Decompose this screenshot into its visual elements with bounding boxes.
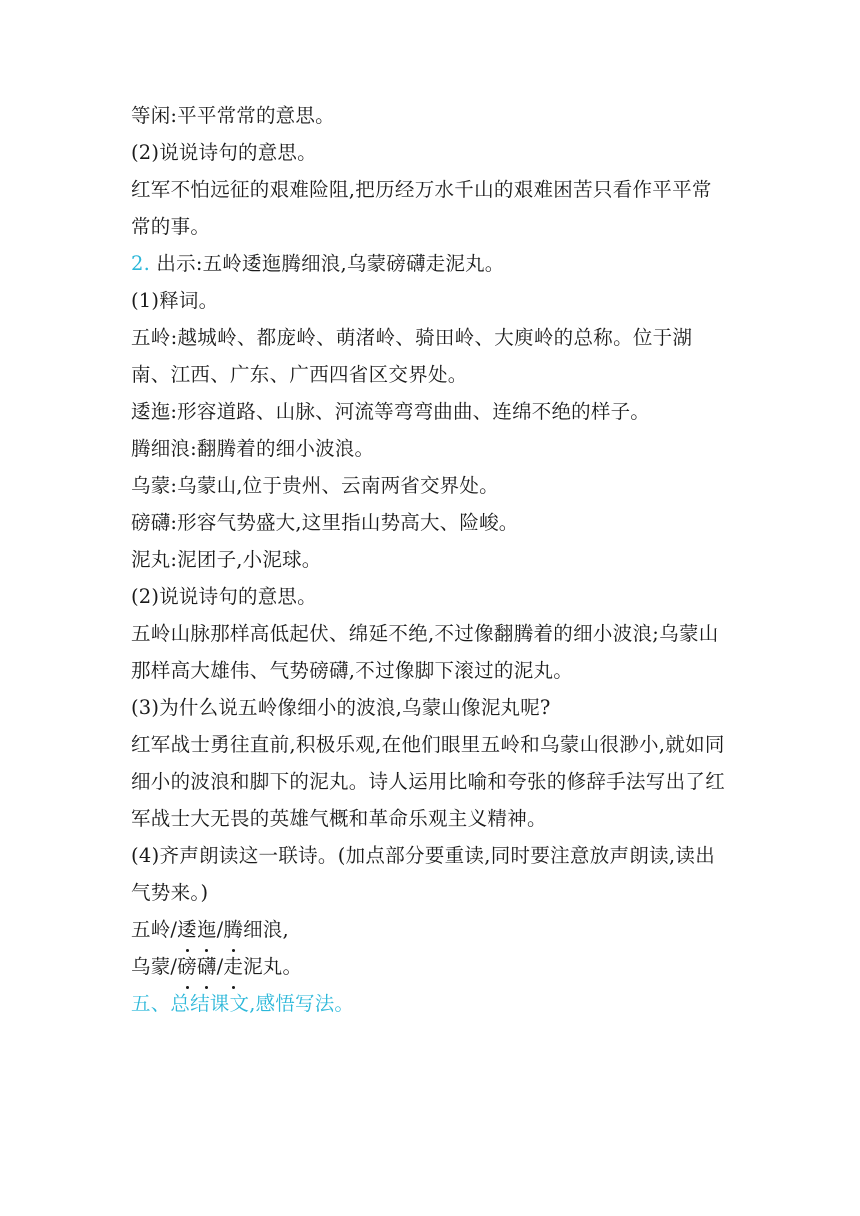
- answer-paragraph-2: 五岭山脉那样高低起伏、绵延不绝,不过像翻腾着的细小波浪;乌蒙山那样高大雄伟、气势磅礴,不过像脚下滚过的泥丸。: [131, 622, 719, 682]
- answer-paragraph-1: 红军不怕远征的艰难险阻,把历经万水千山的艰难困苦只看作平平常常的事。: [131, 178, 712, 238]
- question-2-meaning: (2)说说诗句的意思。: [131, 141, 317, 164]
- poem-1-emphasis-2: 迤: [197, 911, 217, 948]
- poem-2-emphasis-1: 磅: [177, 948, 197, 985]
- poem-1-part-a: 五岭/: [131, 918, 178, 941]
- poem-2-emphasis-2: 礴: [197, 948, 217, 985]
- item-2-heading: [131, 245, 741, 282]
- definition-wuling: 五岭:越城岭、都庞岭、萌渚岭、骑田岭、大庾岭的总称。位于湖南、江西、广东、广西四省区交界处。: [131, 326, 693, 386]
- definition-pangbo: 磅礴:形容气势盛大,这里指山势高大、险峻。: [131, 511, 519, 534]
- definition-dengxian: 等闲:平平常常的意思。: [131, 104, 335, 127]
- poem-1-emphasis-1: 逶: [177, 911, 197, 948]
- poem-line-1: [131, 911, 741, 948]
- poem-1-emphasis-3: 腾: [223, 911, 243, 948]
- definition-weiyi: 逶迤:形容道路、山脉、河流等弯弯曲曲、连绵不绝的样子。: [131, 400, 650, 423]
- item-number: 2.: [131, 252, 151, 275]
- poem-1-part-d: /: [216, 918, 224, 941]
- definition-wumeng: 乌蒙:乌蒙山,位于贵州、云南两省交界处。: [131, 474, 499, 497]
- poem-1-part-f: 细浪,: [243, 918, 289, 941]
- item-2-text: 出示:五岭逶迤腾细浪,乌蒙磅礴走泥丸。: [150, 252, 505, 275]
- poem-2-part-a: 乌蒙/: [131, 955, 178, 978]
- poem-2-part-f: 泥丸。: [243, 955, 303, 978]
- definition-niwan: 泥丸:泥团子,小泥球。: [131, 548, 322, 571]
- section-5-heading: 五、总结课文,感悟写法。: [131, 992, 355, 1015]
- question-1-explain: (1)释词。: [131, 289, 219, 312]
- poem-line-2: [131, 948, 741, 985]
- poem-2-part-d: /: [216, 955, 224, 978]
- question-2-meaning-b: (2)说说诗句的意思。: [131, 585, 317, 608]
- poem-2-emphasis-3: 走: [223, 948, 243, 985]
- question-4-read-aloud: (4)齐声朗读这一联诗。(加点部分要重读,同时要注意放声朗读,读出气势来。): [131, 844, 716, 904]
- document-page: [131, 97, 741, 1022]
- definition-tengxilang: 腾细浪:翻腾着的细小波浪。: [131, 437, 375, 460]
- question-3-why: (3)为什么说五岭像细小的波浪,乌蒙山像泥丸呢?: [131, 696, 551, 719]
- answer-paragraph-3: 红军战士勇往直前,积极乐观,在他们眼里五岭和乌蒙山很渺小,就如同细小的波浪和脚下的泥丸。诗人运用比喻和夸张的修辞手法写出了红军战士大无畏的英雄气概和革命乐观主义精神。: [131, 733, 726, 830]
